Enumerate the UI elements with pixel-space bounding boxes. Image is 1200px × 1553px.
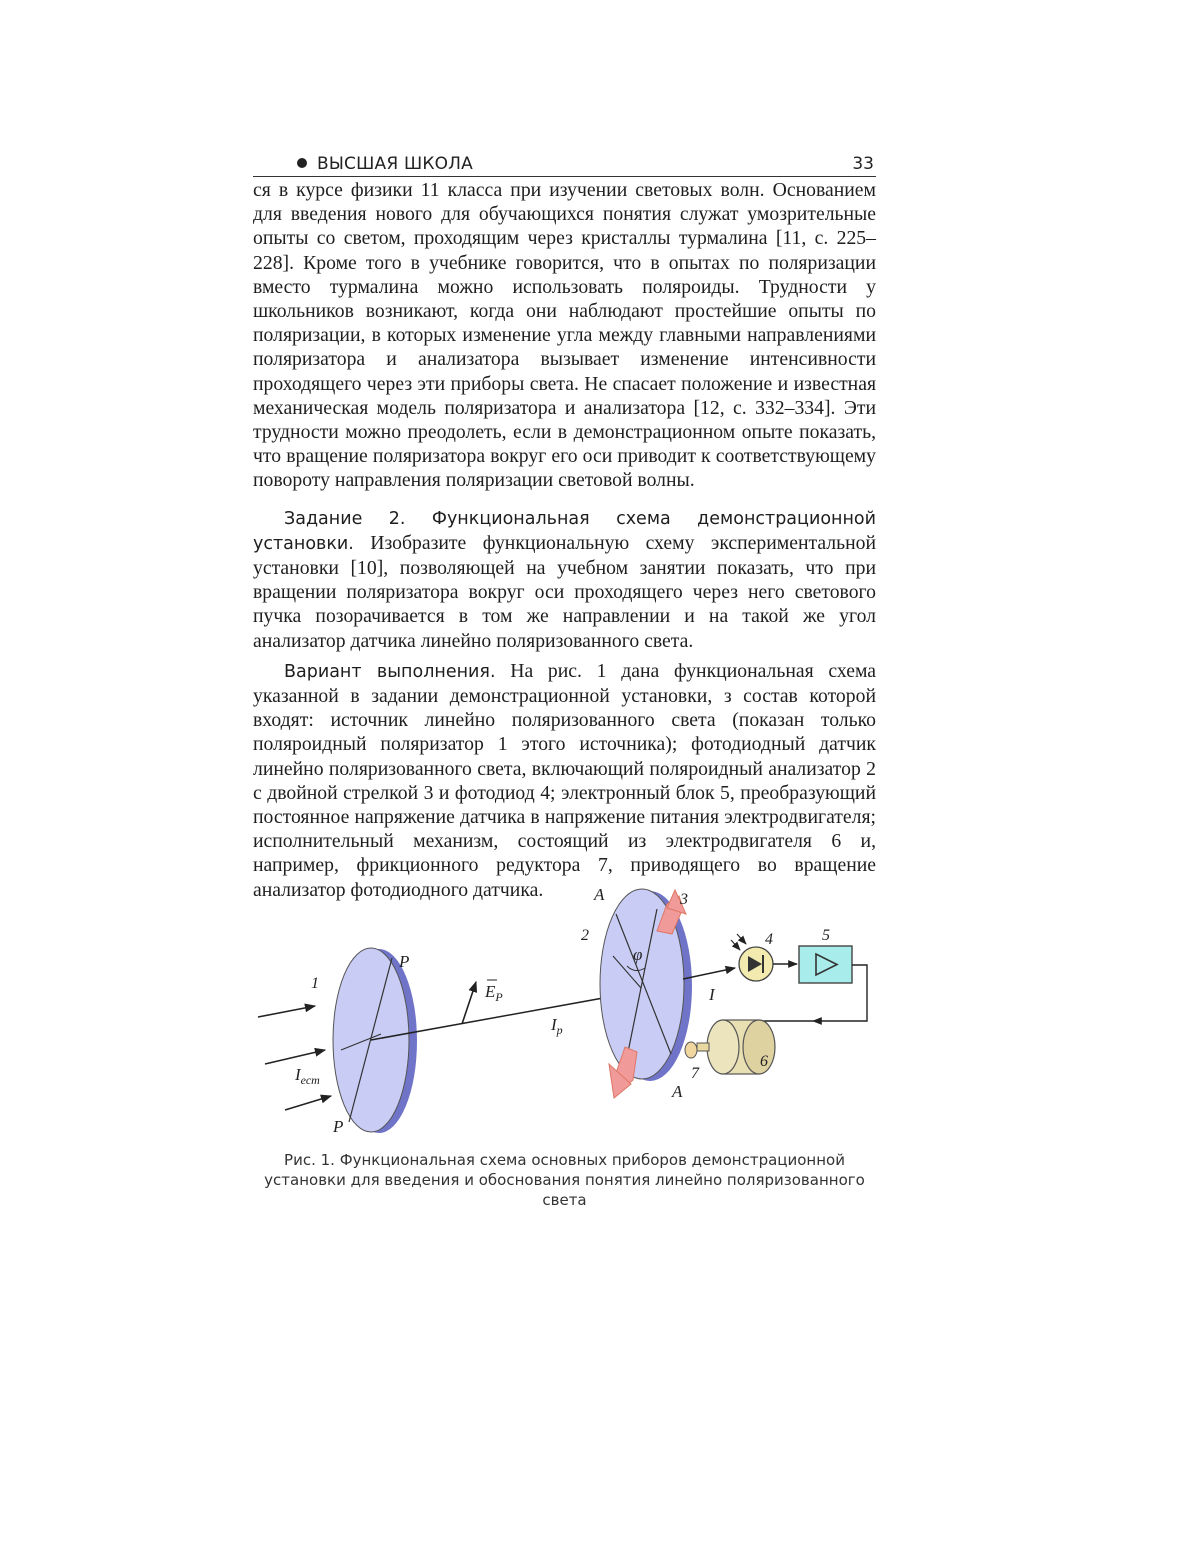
label-2: 2 bbox=[581, 927, 589, 944]
label-e-vector: $E_P$ bbox=[485, 982, 503, 1004]
label-7: 7 bbox=[691, 1065, 699, 1082]
bullet-icon bbox=[297, 158, 307, 168]
label-a-top: A bbox=[594, 885, 605, 904]
figure-scheme bbox=[253, 884, 876, 1144]
journal-title: ВЫСШАЯ ШКОЛА bbox=[317, 154, 473, 174]
polarizer-disk bbox=[333, 948, 417, 1133]
label-4: 4 bbox=[765, 931, 773, 948]
scheme-svg bbox=[253, 884, 876, 1144]
page bbox=[253, 150, 876, 902]
page-number: 33 bbox=[852, 154, 874, 174]
label-3: 3 bbox=[680, 891, 688, 908]
label-a-bottom: A bbox=[672, 1082, 683, 1101]
e-vector-arrow bbox=[462, 982, 476, 1024]
label-5: 5 bbox=[822, 927, 830, 944]
variant-text: На рис. 1 дана функциональная схема указанной в задании демонстрационной установки, з состав которой входят: источник линейно поляризованного света (показан только поляроидный поляризатор 1 этого источника); фотодиодный датчик линейно поляризованного света, включающий поляроидный анализатор 2 с двойной стрелкой 3 и фотодиод 4; электронный блок 5, преобразующий постоянное напряжение датчика в напряжение питания электродвигателя; исполнительный механизм, состоящий из электродвигателя 6 и, например, фрикционного редуктора 7, приводящего во вращение анализатор фотодиодного датчика. bbox=[253, 659, 877, 901]
task-text: Изобразите функциональную схему экспериментальной установки [10], позволяющей на учебном занятии показать, что при вращении поляризатора вокруг оси проходящего через него светового пучка позорачивается в том же направлении и на такой же угол анализатор датчика линейно поляризованного света. bbox=[253, 531, 876, 652]
incoming-ray-top bbox=[258, 1006, 315, 1017]
incoming-ray-bottom bbox=[285, 1096, 331, 1110]
figure-caption: Рис. 1. Функциональная схема основных приборов демонстрационной установки для введения и обоснования понятия линейно поляризованного света bbox=[264, 1151, 865, 1209]
incoming-ray-mid bbox=[265, 1050, 325, 1064]
paragraph-task bbox=[253, 506, 876, 653]
label-6: 6 bbox=[760, 1053, 768, 1070]
label-i-natural: $I_{ест}$ bbox=[295, 1065, 320, 1087]
label-i-p: $I_p$ bbox=[551, 1015, 563, 1037]
variant-heading: Вариант выполнения. bbox=[284, 661, 496, 682]
reducer-wheel bbox=[685, 1042, 697, 1058]
label-phi: φ bbox=[633, 945, 643, 964]
label-p-top: P bbox=[399, 952, 410, 971]
label-p-bottom: P bbox=[333, 1117, 344, 1136]
label-1: 1 bbox=[311, 975, 319, 992]
paragraph-variant bbox=[253, 659, 876, 902]
task-heading: Задание 2. Функциональная схема демонстрационной установки. bbox=[253, 508, 876, 554]
label-i-out: I bbox=[709, 985, 715, 1004]
body-text bbox=[253, 178, 876, 902]
running-head bbox=[253, 150, 876, 177]
paragraph-intro: ся в курсе физики 11 класса при изучении световых волн. Основанием для введения нового для обучающихся понятия служат умозрительные опыты со светом, проходящим через кристаллы турмалина [11, с. 225–228]. Кроме того в учебнике говорится, что в опытах по поляризации вместо турмалина можно использовать поляроиды. Трудности у школьников возникают, когда они наблюдают простейшие опыты по поляризации, в которых изменение угла между главными направлениями поляризатора и анализатора вызывает изменение интенсивности проходящего через эти приборы света. Не спасает положение и известная механическая модель поляризатора и анализатора [12, с. 332–334]. Эти трудности можно преодолеть, если в демонстрационном опыте показать, что вращение поляризатора вокруг его оси приводит к соответствующему повороту направления поляризации световой волны. bbox=[253, 179, 876, 492]
amplifier-block bbox=[799, 946, 852, 983]
